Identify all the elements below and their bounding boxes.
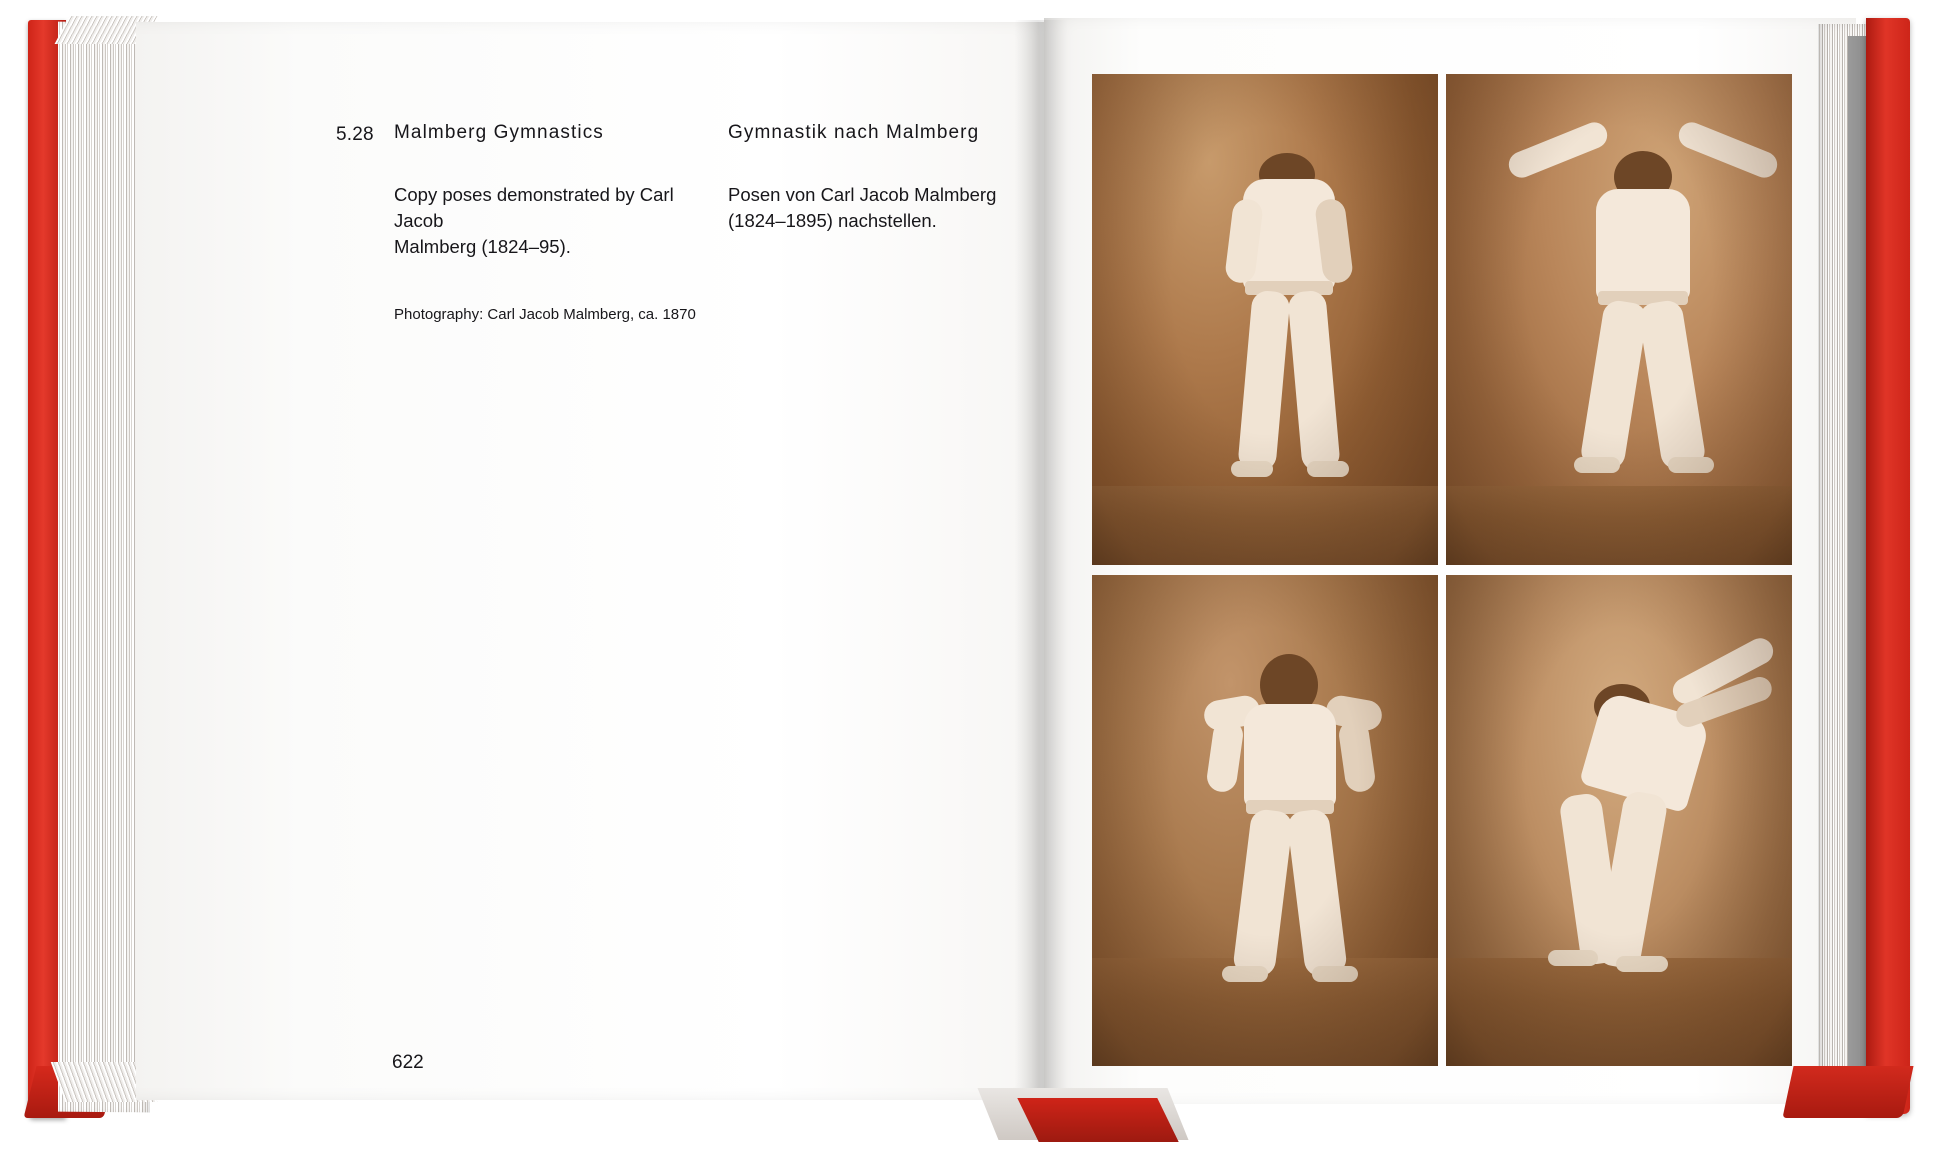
page-number: 622 — [392, 1052, 424, 1073]
text-column-english — [394, 122, 714, 326]
left-page — [136, 22, 1044, 1100]
photo-top-left — [1092, 74, 1438, 565]
photo-bottom-right — [1446, 575, 1792, 1066]
spine-bottom-cover — [1017, 1098, 1178, 1142]
open-book — [28, 6, 1918, 1146]
body-english-line-1: Copy poses demonstrated by Carl Jacob — [394, 184, 674, 231]
book-cover-right-bottom — [1782, 1066, 1913, 1118]
photo-bottom-left — [1092, 575, 1438, 1066]
title-german: Gymnastik nach Malmberg — [728, 122, 980, 143]
photo-grid — [1092, 74, 1792, 1066]
body-german-line-2: (1824–1895) nachstellen. — [728, 210, 937, 231]
title-english: Malmberg Gymnastics — [394, 122, 604, 143]
book-gutter-shadow — [1014, 20, 1068, 1102]
body-english-line-2: Malmberg (1824–95). — [394, 236, 571, 257]
photo-credit: Photography: Carl Jacob Malmberg, ca. 1870 — [394, 306, 696, 323]
book-cover-right — [1866, 18, 1910, 1114]
figure-number: 5.28 — [336, 124, 374, 145]
photo-top-right — [1446, 74, 1792, 565]
text-column-german — [728, 122, 1048, 234]
body-german-line-1: Posen von Carl Jacob Malmberg — [728, 184, 997, 205]
